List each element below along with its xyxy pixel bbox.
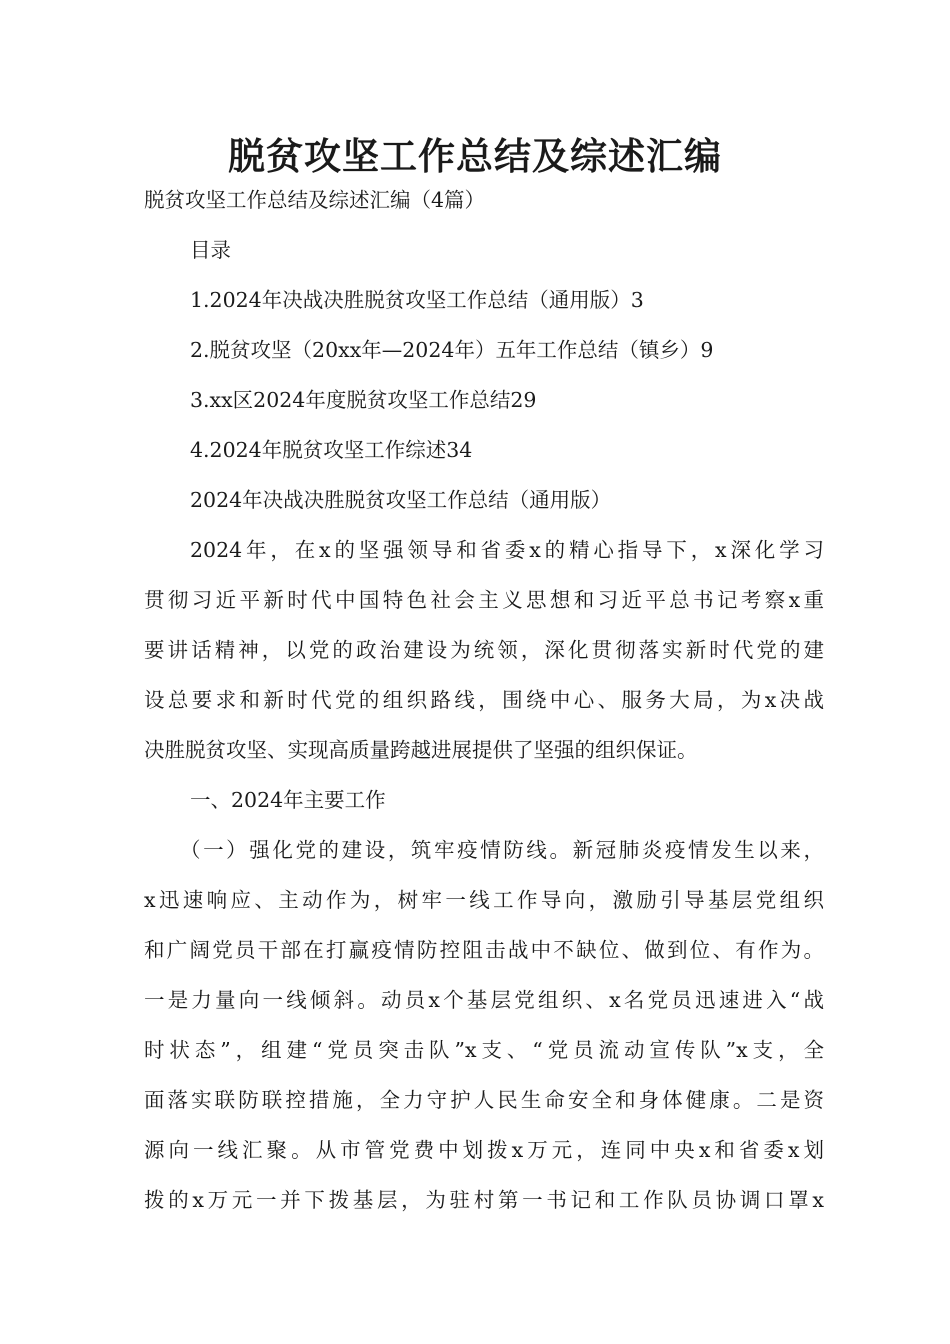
- toc-item: 1.2024年决战决胜脱贫攻坚工作总结（通用版）3: [190, 288, 644, 312]
- paragraph-line: 和广阔党员干部在打赢疫情防控阻击战中不缺位、做到位、有作为。: [144, 938, 824, 962]
- paragraph-line: 一是力量向一线倾斜。动员x个基层党组织、x名党员迅速进入“战: [144, 988, 824, 1012]
- toc-item: 2.脱贫攻坚（20xx年—2024年）五年工作总结（镇乡）9: [190, 338, 714, 362]
- paragraph-line: x迅速响应、主动作为，树牢一线工作导向，激励引导基层党组织: [144, 888, 824, 912]
- toc-item: 3.xx区2024年度脱贫攻坚工作总结29: [190, 388, 537, 412]
- paragraph-line: 要讲话精神，以党的政治建设为统领，深化贯彻落实新时代党的建: [144, 638, 824, 662]
- paragraph-line: 拨的x万元一并下拨基层，为驻村第一书记和工作队员协调口罩x: [144, 1188, 824, 1212]
- paragraph-line: 2024年，在x的坚强领导和省委x的精心指导下，x深化学习: [190, 538, 824, 562]
- paragraph-line: （一）强化党的建设，筑牢疫情防线。新冠肺炎疫情发生以来，: [180, 838, 824, 862]
- paragraph-line: 源向一线汇聚。从市管党费中划拨x万元，连同中央x和省委x划: [144, 1138, 824, 1162]
- document-title: 脱贫攻坚工作总结及综述汇编: [228, 135, 722, 178]
- paragraph-line: 贯彻习近平新时代中国特色社会主义思想和习近平总书记考察x重: [144, 588, 824, 612]
- document-subtitle: 脱贫攻坚工作总结及综述汇编（4篇）: [144, 188, 486, 212]
- paragraph-line: 设总要求和新时代党的组织路线，围绕中心、服务大局，为x决战: [144, 688, 824, 712]
- toc-item: 4.2024年脱贫攻坚工作综述34: [190, 438, 473, 462]
- toc-heading: 目录: [190, 238, 231, 262]
- paragraph-line: 面落实联防联控措施，全力守护人民生命安全和身体健康。二是资: [144, 1088, 824, 1112]
- paragraph-line: 决胜脱贫攻坚、实现高质量跨越进展提供了坚强的组织保证。: [144, 738, 698, 762]
- section-heading: 一、2024年主要工作: [190, 788, 386, 812]
- paragraph-line: 时状态”，组建“党员突击队”x支、“党员流动宣传队”x支，全: [144, 1038, 824, 1062]
- section-title: 2024年决战决胜脱贫攻坚工作总结（通用版）: [190, 488, 612, 512]
